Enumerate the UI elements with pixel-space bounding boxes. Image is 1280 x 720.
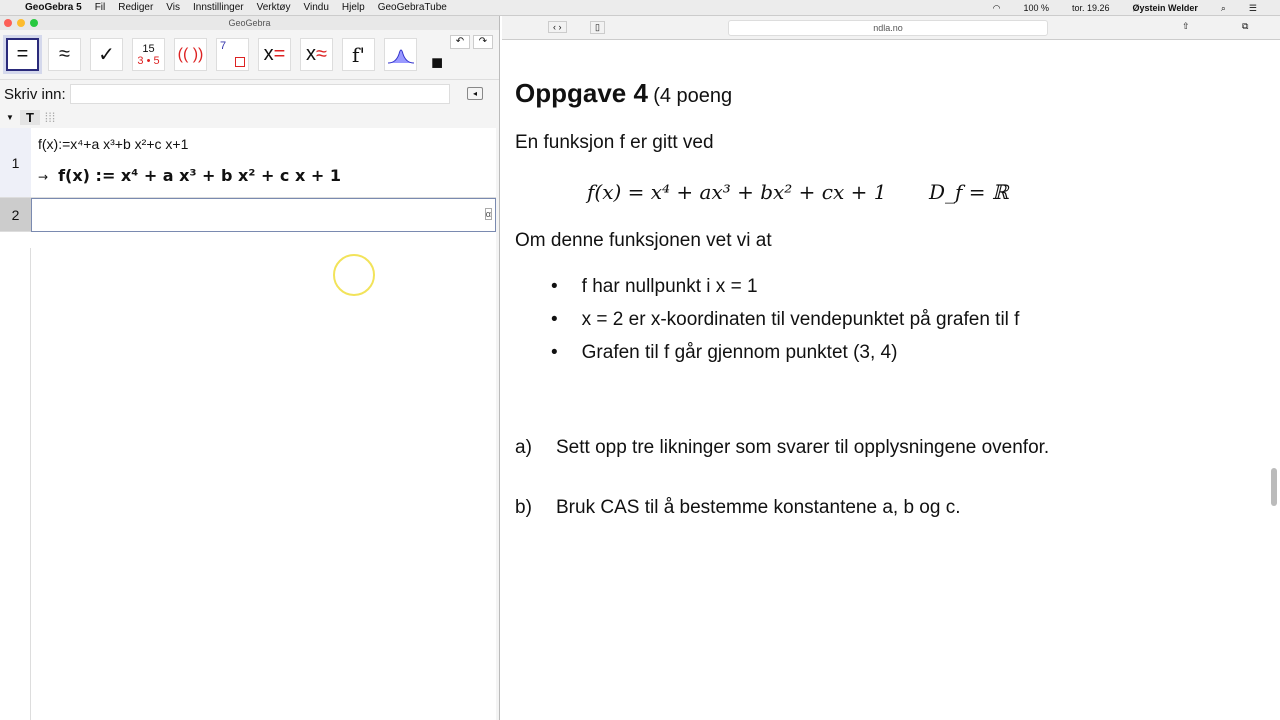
- browser-toolbar: [502, 16, 1280, 40]
- row-number[interactable]: 2: [0, 198, 31, 232]
- task-b-label: b): [515, 497, 532, 518]
- redo-button[interactable]: ↷: [473, 35, 493, 49]
- facts-intro: Om denne funksjonen vet vi at: [515, 230, 772, 251]
- task-b-text: Bruk CAS til å bestemme konstantene a, b og c.: [556, 497, 961, 518]
- expand-tool[interactable]: [174, 38, 207, 71]
- tool-label: 7: [220, 40, 227, 52]
- alpha-button[interactable]: α: [485, 209, 491, 219]
- zoom-button[interactable]: [30, 19, 38, 27]
- browser-window: [502, 16, 1280, 720]
- delete-tool[interactable]: ■: [430, 52, 444, 74]
- menu-bar: [0, 0, 1280, 16]
- menu-hjelp[interactable]: Hjelp: [341, 2, 365, 13]
- probability-calculator-tool[interactable]: [384, 38, 417, 71]
- input-label: Skriv inn:: [4, 85, 66, 103]
- intro-text: En funksjon f er gitt ved: [515, 132, 714, 153]
- bullet-item: • x = 2 er x-koordinaten til vendepunktet på grafen til f: [551, 309, 1020, 330]
- box-icon: [235, 57, 245, 67]
- text-style-button[interactable]: T: [20, 110, 40, 125]
- wifi-icon[interactable]: ◠: [992, 2, 1001, 13]
- task-a-text: Sett opp tre likninger som svarer til opplysningene ovenfor.: [556, 437, 1050, 458]
- cas-toolbar: [0, 30, 499, 80]
- list-icon[interactable]: ☰: [1248, 2, 1257, 13]
- factor-tool[interactable]: [132, 38, 165, 71]
- input-bar: [0, 83, 500, 105]
- task-heading: Oppgave 4: [515, 78, 648, 108]
- bullet-text: f har nullpunkt i x = 1: [581, 276, 758, 297]
- sidebar-button[interactable]: ▯: [590, 21, 605, 34]
- tool-label: ✓: [98, 44, 115, 66]
- app-menu[interactable]: GeoGebra 5: [25, 2, 82, 13]
- numeric-tool[interactable]: [48, 38, 81, 71]
- tool-label: 3 • 5: [137, 54, 160, 67]
- menu-verktoy[interactable]: Verktøy: [256, 2, 291, 13]
- row-number[interactable]: 1: [0, 128, 31, 198]
- tool-label: ≈: [59, 43, 70, 65]
- function-formula: f(x) = x⁴ + ax³ + bx² + cx + 1: [587, 180, 887, 204]
- bullet-item: • Grafen til f går gjennom punktet (3, 4): [551, 342, 898, 363]
- input-help-button[interactable]: ◂: [467, 87, 483, 100]
- minimize-button[interactable]: [17, 19, 25, 27]
- tool-label: f': [352, 42, 365, 67]
- tool-label: (( )): [177, 45, 204, 63]
- menu-rediger[interactable]: Rediger: [118, 2, 154, 13]
- bullet-item: • f har nullpunkt i x = 1: [551, 276, 758, 297]
- share-button[interactable]: ⇧: [1182, 21, 1190, 31]
- table-style-button[interactable]: ⁞⁞⁞: [44, 109, 56, 125]
- geogebra-window: [0, 16, 500, 720]
- search-icon[interactable]: ⌕: [1220, 2, 1226, 13]
- cell-output: f(x) := x⁴ + a x³ + b x² + c x + 1: [58, 166, 341, 185]
- tabs-button[interactable]: ⧉: [1242, 21, 1249, 31]
- solve-numerically-tool[interactable]: [300, 38, 333, 71]
- status-area: [993, 0, 1270, 16]
- solve-tool[interactable]: [258, 38, 291, 71]
- undo-button[interactable]: ↶: [450, 35, 470, 49]
- cas-cell[interactable]: [31, 128, 496, 198]
- derivative-tool[interactable]: [342, 38, 375, 71]
- task-points: (4 poeng: [653, 85, 733, 107]
- menu-geogebratube[interactable]: GeoGebraTube: [377, 2, 447, 13]
- cursor-highlight: [333, 254, 375, 296]
- battery-percent[interactable]: 100 %: [1023, 3, 1049, 13]
- tool-label: ≈: [316, 43, 327, 65]
- tool-label: x: [306, 43, 316, 65]
- output-arrow: →: [38, 170, 49, 184]
- address-bar[interactable]: [728, 20, 1048, 36]
- domain-formula: D_f = ℝ: [929, 180, 1009, 204]
- back-forward-buttons[interactable]: ‹ ›: [548, 21, 567, 33]
- clock[interactable]: tor. 19.26: [1071, 3, 1110, 13]
- style-bar-toggle-icon[interactable]: ▼: [6, 112, 14, 122]
- cell-input[interactable]: f(x):=x⁴+a x³+b x²+c x+1: [38, 136, 189, 152]
- menu-innstillinger[interactable]: Innstillinger: [193, 2, 244, 13]
- evaluate-tool[interactable]: [6, 38, 39, 71]
- substitute-tool[interactable]: [216, 38, 249, 71]
- menu-vindu[interactable]: Vindu: [303, 2, 329, 13]
- menu-fil[interactable]: Fil: [94, 2, 106, 13]
- cas-cell-active[interactable]: [31, 198, 496, 232]
- input-field[interactable]: [70, 84, 450, 104]
- cas-view: [0, 128, 496, 720]
- bullet-text: x = 2 er x-koordinaten til vendepunktet på grafen til f: [581, 309, 1020, 330]
- style-bar: [0, 107, 60, 127]
- tool-label: x: [263, 43, 274, 65]
- normal-curve-icon: [387, 46, 415, 64]
- menu-vis[interactable]: Vis: [166, 2, 181, 13]
- bullet-text: Grafen til f går gjennom punktet (3, 4): [581, 342, 898, 363]
- url-text: ndla.no: [873, 23, 903, 33]
- tool-label: 15: [142, 42, 155, 55]
- window-title: GeoGebra: [228, 18, 271, 28]
- close-button[interactable]: [4, 19, 12, 27]
- task-a-label: a): [515, 437, 532, 458]
- window-title-bar: [0, 16, 499, 30]
- scrollbar[interactable]: [1271, 468, 1277, 506]
- tool-label: =: [273, 43, 286, 65]
- user-name[interactable]: Øystein Welder: [1132, 3, 1198, 13]
- keep-input-tool[interactable]: [90, 38, 123, 71]
- tool-label: =: [16, 43, 29, 65]
